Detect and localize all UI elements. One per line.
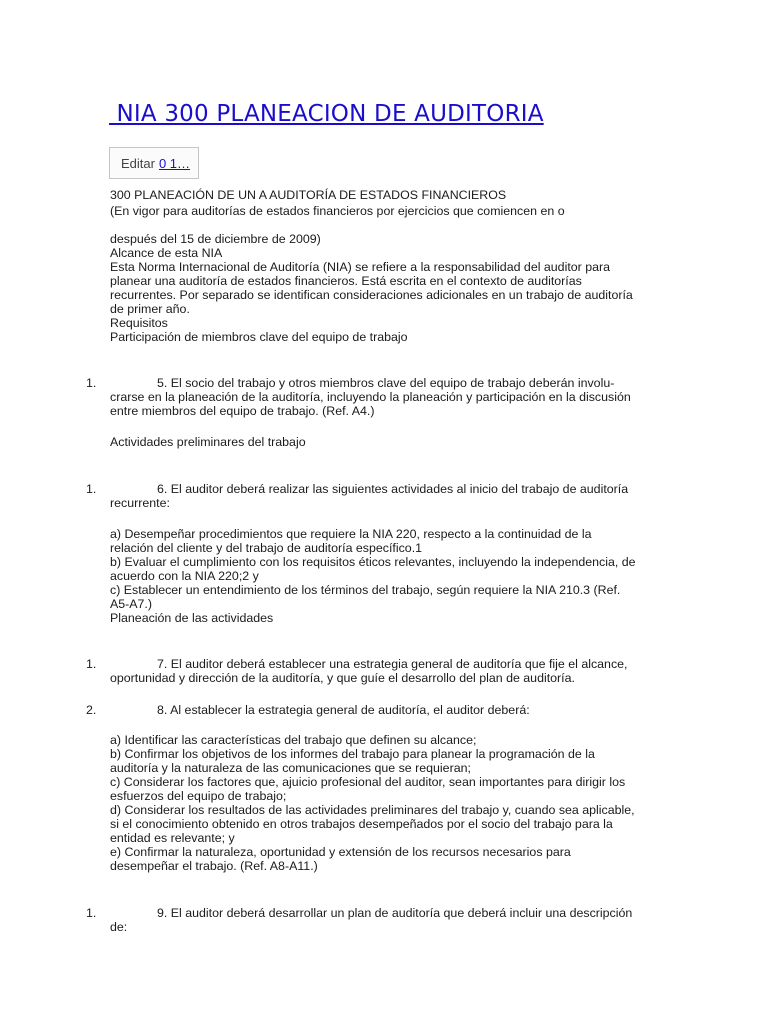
section-heading: Actividades preliminares del trabajo (110, 435, 306, 449)
text-line: esfuerzos del equipo de trabajo; (110, 789, 287, 803)
list-item-text: 7. El auditor deberá establecer una estrategia general de auditoría que fije el alcance, (157, 657, 628, 671)
text-line: b) Confirmar los objetivos de los informes del trabajo para planear la programación de la (110, 747, 595, 761)
list-number: 1. (86, 906, 97, 920)
text-line: planear una auditoría de estados financieros. Está escrita en el contexto de auditorías (110, 274, 582, 288)
text-line: desempeñar el trabajo. (Ref. A8-A11.) (110, 859, 318, 873)
section-heading: Participación de miembros clave del equipo de trabajo (110, 330, 408, 344)
doc-heading: 300 PLANEACIÓN DE UN A AUDITORÍA DE ESTADOS FINANCIEROS (110, 188, 507, 202)
text-line: oportunidad y dirección de la auditoría, y que guíe el desarrollo del plan de auditoría. (110, 671, 575, 685)
text-line: de: (110, 920, 128, 934)
list-item-text: 8. Al establecer la estrategia general de auditoría, el auditor deberá: (157, 703, 530, 717)
text-line: a) Desempeñar procedimientos que requiere la NIA 220, respecto a la continuidad de la (110, 527, 592, 541)
text-line: (En vigor para auditorías de estados financieros por ejercicios que comiencen en o (110, 204, 565, 218)
list-item-text: 6. El auditor deberá realizar las siguientes actividades al inicio del trabajo de auditoría (157, 482, 629, 496)
edit-box (109, 147, 199, 179)
list-item-text: 5. El socio del trabajo y otros miembros clave del equipo de trabajo deberán involu- (157, 376, 615, 390)
text-line: d) Considerar los resultados de las actividades preliminares del trabajo y, cuando sea aplicable, (110, 803, 635, 817)
text-line: entre miembros del equipo de trabajo. (Ref. A4.) (110, 404, 375, 418)
text-line: e) Confirmar la naturaleza, oportunidad y extensión de los recursos necesarios para (110, 845, 571, 859)
text-line: recurrente: (110, 496, 170, 510)
text-line: acuerdo con la NIA 220;2 y (110, 569, 259, 583)
section-heading: Alcance de esta NIA (110, 246, 223, 260)
text-line: a) Identificar las características del trabajo que definen su alcance; (110, 733, 477, 747)
text-line: relación del cliente y del trabajo de auditoría específico.1 (110, 541, 423, 555)
text-line: Esta Norma Internacional de Auditoría (NIA) se refiere a la responsabilidad del auditor para (110, 260, 611, 274)
list-number: 1. (86, 482, 97, 496)
text-line: de primer año. (110, 302, 190, 316)
document-title[interactable]: NIA 300 PLANEACION DE AUDITORIA (109, 101, 544, 127)
list-number: 2. (86, 703, 97, 717)
section-heading: Planeación de las actividades (110, 611, 274, 625)
edit-link[interactable]: 0 1… (158, 155, 191, 171)
text-line: crarse en la planeación de la auditoría, incluyendo la planeación y participación en la discusión (110, 390, 631, 404)
text-line: b) Evaluar el cumplimiento con los requisitos éticos relevantes, incluyendo la independencia, de (110, 555, 636, 569)
text-line: auditoría y la naturaleza de las comunicaciones que se requieran; (110, 761, 471, 775)
edit-label: Editar (121, 155, 155, 171)
text-line: si el conocimiento obtenido en otros trabajos desempeñados por el socio del trabajo para la (110, 817, 613, 831)
section-heading: Requisitos (110, 316, 168, 330)
text-line: c) Establecer un entendimiento de los términos del trabajo, según requiere la NIA 210.3 (Ref. (110, 583, 621, 597)
text-line: después del 15 de diciembre de 2009) (110, 232, 321, 246)
list-number: 1. (86, 376, 97, 390)
text-line: A5-A7.) (110, 597, 153, 611)
text-line: c) Considerar los factores que, ajuicio profesional del auditor, sean importantes para dirigir los (110, 775, 626, 789)
text-line: recurrentes. Por separado se identifican consideraciones adicionales en un trabajo de auditoría (110, 288, 633, 302)
list-item-text: 9. El auditor deberá desarrollar un plan de auditoría que deberá incluir una descripción (157, 906, 633, 920)
text-line: entidad es relevante; y (110, 831, 235, 845)
list-number: 1. (86, 657, 97, 671)
